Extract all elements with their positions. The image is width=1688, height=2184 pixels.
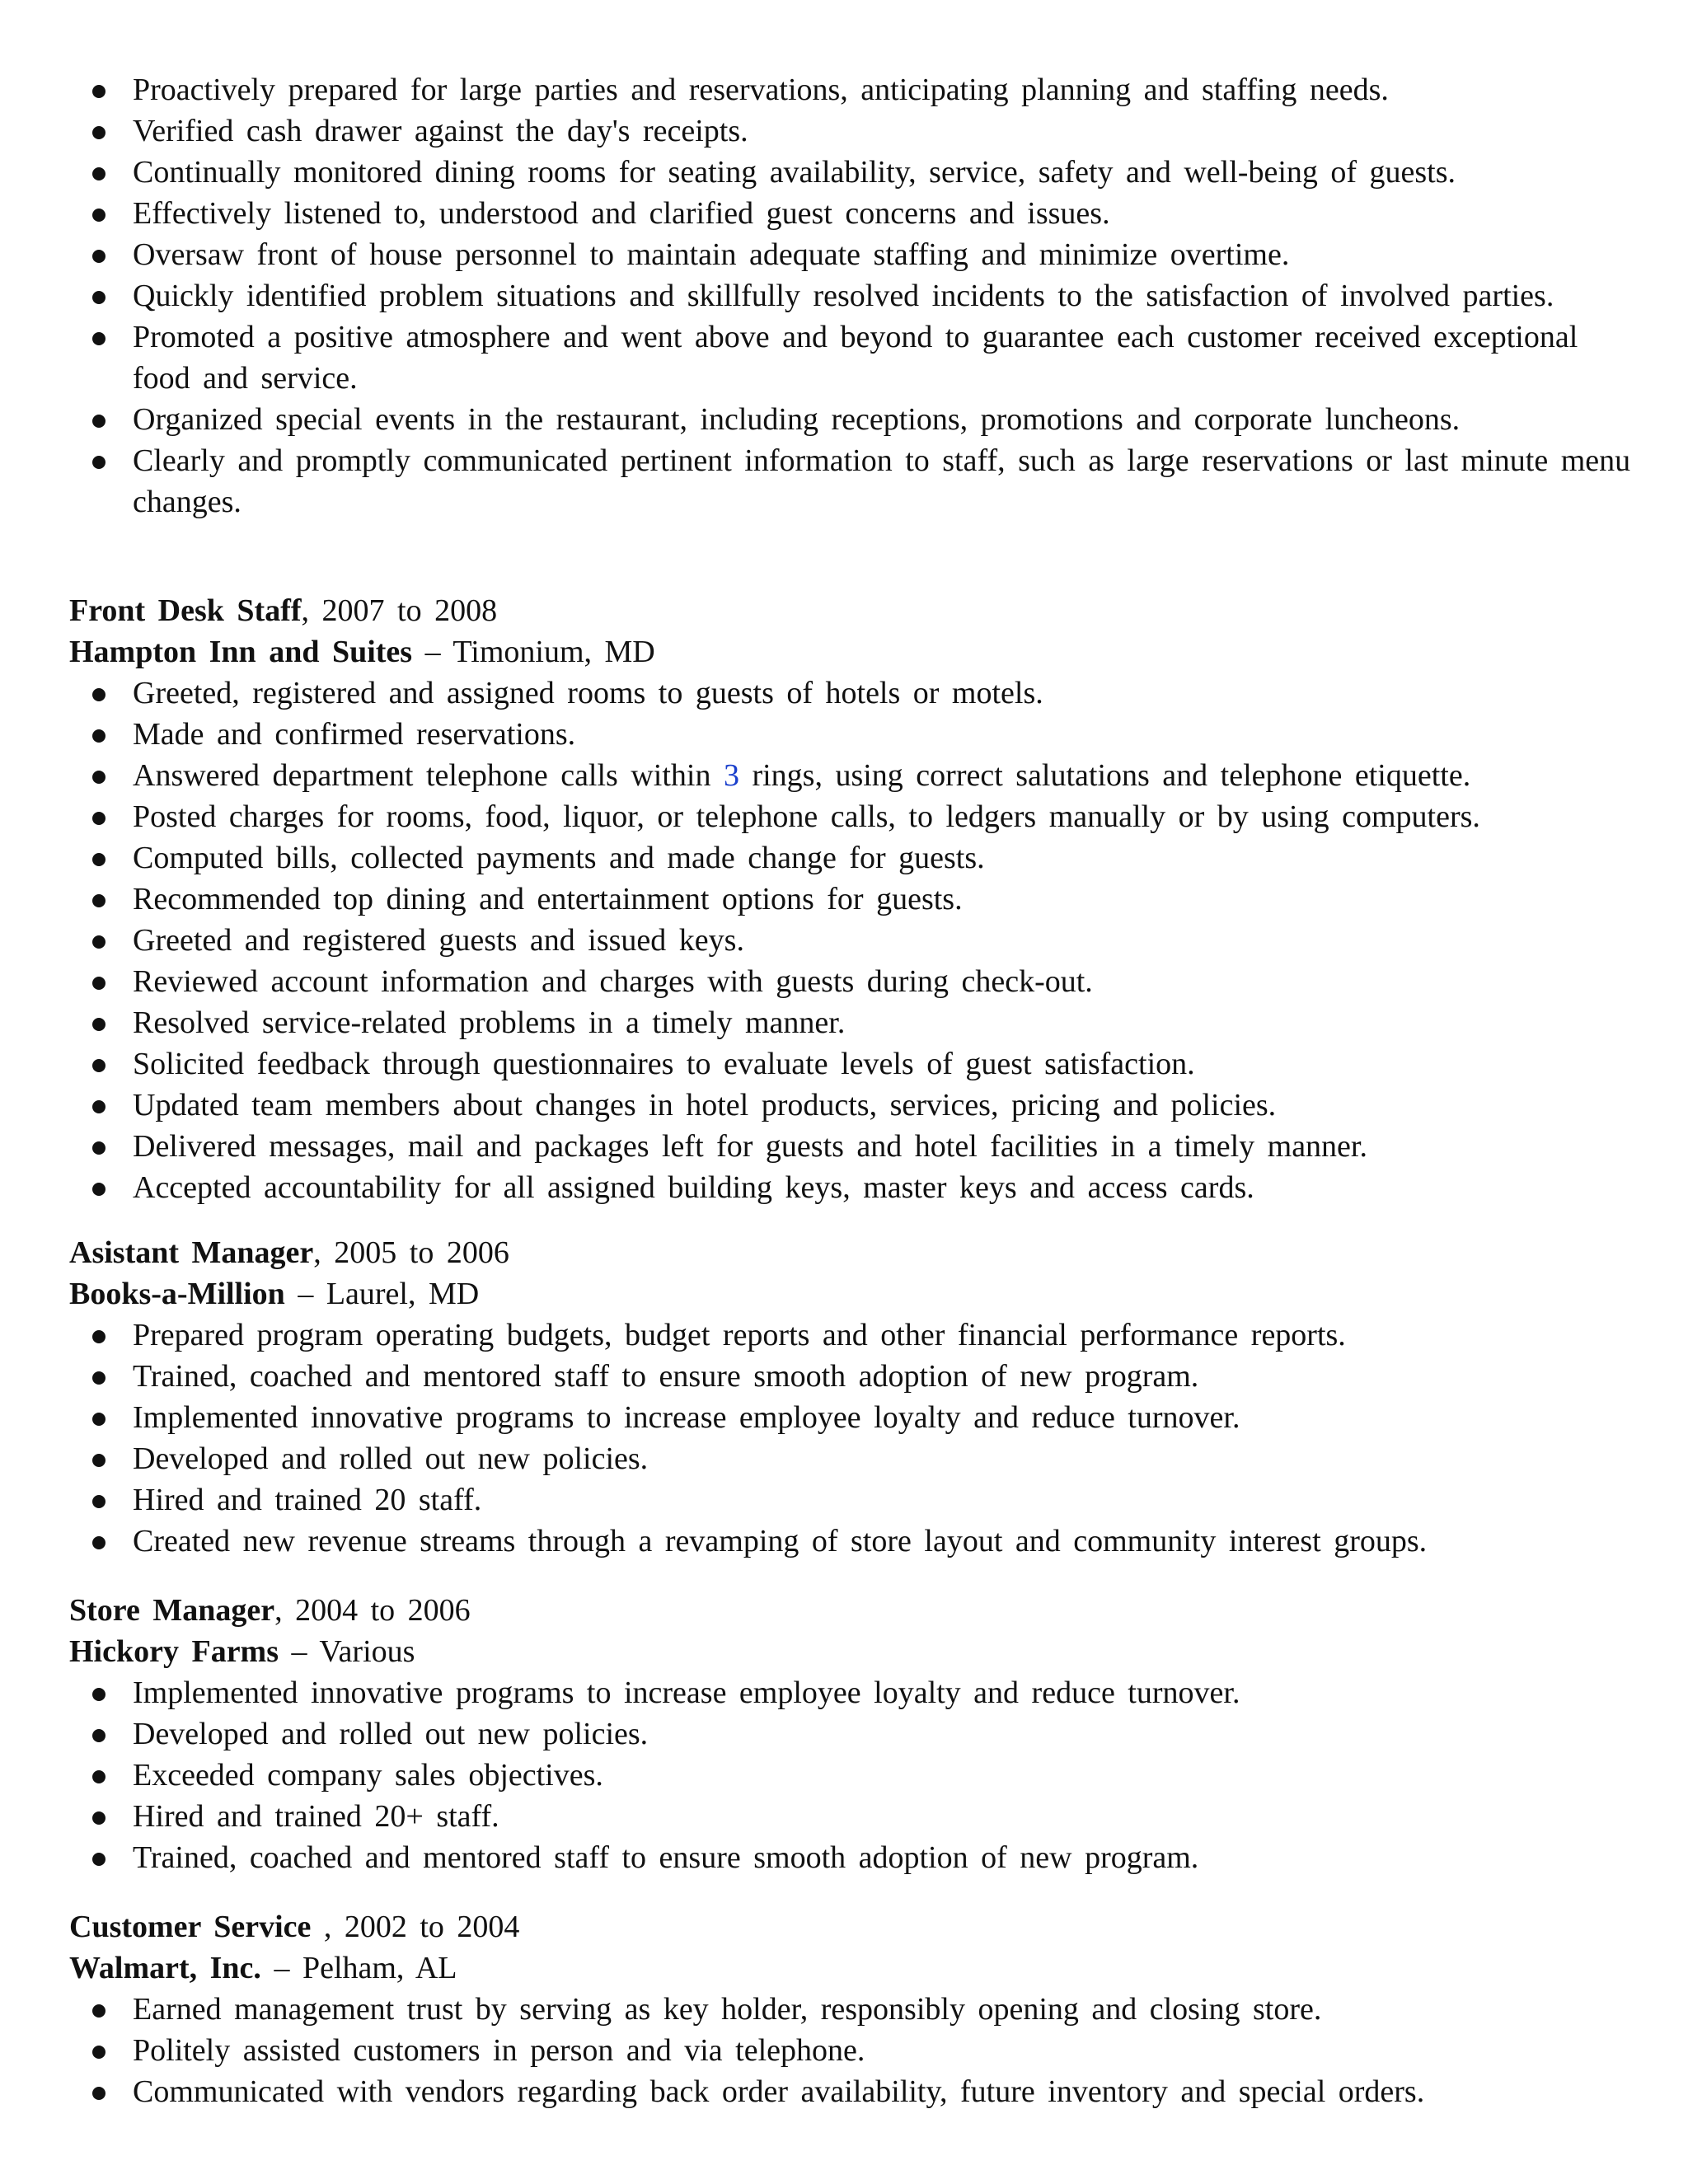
list-item [69,714,1635,755]
company-line [69,1631,1635,1672]
job-dates: , 2002 to 2004 [311,1910,520,1944]
job-section-asistant-manager [69,1232,1635,1562]
bullet-icon [92,729,106,743]
bullet-text: Solicited feedback through questionnaires to evaluate levels of guest satisfaction. [133,1047,1195,1081]
bullet-text: Quickly identified problem situations and skillfully resolved incidents to the satisfaction of involved parties. [133,279,1554,313]
bullet-text: Trained, coached and mentored staff to ensure smooth adoption of new program. [133,1359,1199,1394]
list-item [69,1837,1635,1878]
bullet-icon [92,209,106,222]
list-item [69,1126,1635,1167]
bullet-icon [92,1770,106,1783]
job-section-front-desk-staff [69,590,1635,1208]
bullet-icon [92,1688,106,1701]
bullet-icon [92,126,106,139]
bullet-icon [92,688,106,701]
job-title: Asistant Manager [69,1235,314,1270]
bullet-icon [92,1536,106,1549]
bullet-icon [92,1183,106,1196]
company-location: – Pelham, AL [260,1951,457,1985]
bullet-text: Resolved service-related problems in a timely manner. [133,1005,846,1040]
bullet-icon [92,1413,106,1426]
job-heading [69,1590,1635,1631]
bullet-text: Continually monitored dining rooms for seating availability, service, safety and well-being of guests. [133,155,1456,190]
job-bullet-list [69,1989,1635,2112]
list-item [69,69,1635,110]
bullet-icon [92,1454,106,1467]
bullet-icon [92,812,106,825]
job-dates: , 2004 to 2006 [274,1593,471,1628]
company-location: – Laurel, MD [284,1277,480,1311]
bullet-text: Hired and trained 20 staff. [133,1483,482,1517]
bullet-icon [92,1729,106,1742]
company-name: Walmart, Inc. [69,1951,261,1985]
bullet-text: Answered department telephone calls within 3 rings, using correct salutations and telephone etiquette. [133,758,1471,793]
job-bullet-list [69,1315,1635,1562]
bullet-text: Politely assisted customers in person and via telephone. [133,2033,865,2068]
bullet-icon [92,1330,106,1343]
bullet-text: Delivered messages, mail and packages left for guests and hotel facilities in a timely manner. [133,1129,1367,1164]
bullet-icon [92,2046,106,2059]
list-item [69,1672,1635,1713]
bullet-icon [92,1495,106,1508]
job-bullet-list [69,673,1635,1208]
list-item [69,1479,1635,1521]
bullet-text: Greeted, registered and assigned rooms to guests of hotels or motels. [133,676,1043,710]
company-name: Hickory Farms [69,1634,279,1669]
list-item [69,1085,1635,1126]
bullet-text: Implemented innovative programs to increase employee loyalty and reduce turnover. [133,1400,1240,1435]
bullet-text: Created new revenue streams through a revamping of store layout and community interest groups. [133,1524,1428,1558]
job-bullet-list [69,1672,1635,1878]
bullet-text: Exceeded company sales objectives. [133,1758,603,1793]
list-item [69,796,1635,837]
bullet-icon [92,1100,106,1113]
bullet-icon [92,853,106,866]
bullet-icon [92,1371,106,1385]
intro-bullet-list [69,69,1635,523]
bullet-icon [92,1018,106,1031]
bullet-icon [92,1059,106,1072]
bullet-text: Developed and rolled out new policies. [133,1717,649,1751]
bullet-text: Clearly and promptly communicated pertinent information to staff, such as large reservations or last minute menu changes. [133,443,1631,519]
list-item [69,837,1635,879]
bullet-icon [92,2087,106,2100]
list-item [69,1796,1635,1837]
bullet-text: Computed bills, collected payments and made change for guests. [133,841,985,875]
list-item [69,1989,1635,2030]
bullet-text: Organized special events in the restaurant, including receptions, promotions and corporate luncheons. [133,402,1461,437]
list-item [69,440,1635,523]
bullet-text: Made and confirmed reservations. [133,717,576,752]
bullet-text: Hired and trained 20+ staff. [133,1799,499,1834]
bullet-icon [92,332,106,345]
bullet-text: Accepted accountability for all assigned building keys, master keys and access cards. [133,1170,1254,1205]
list-item [69,1315,1635,1356]
bullet-icon [92,85,106,98]
bullet-text: Reviewed account information and charges with guests during check-out. [133,964,1093,999]
bullet-text: Posted charges for rooms, food, liquor, or telephone calls, to ledgers manually or by using computers. [133,799,1480,834]
bullet-text: Updated team members about changes in hotel products, services, pricing and policies. [133,1088,1277,1122]
company-line [69,1273,1635,1315]
list-item [69,1755,1635,1796]
job-title: Front Desk Staff [69,593,302,628]
list-item [69,193,1635,234]
company-location: – Various [279,1634,415,1669]
bullet-text: Developed and rolled out new policies. [133,1441,649,1476]
list-item [69,1167,1635,1208]
bullet-text: Verified cash drawer against the day's receipts. [133,114,748,148]
list-item [69,1397,1635,1438]
list-item [69,1356,1635,1397]
bullet-text: Prepared program operating budgets, budget reports and other financial performance reports. [133,1318,1346,1352]
bullet-icon [92,456,106,469]
job-heading [69,590,1635,631]
job-title: Store Manager [69,1593,275,1628]
list-item [69,961,1635,1002]
company-location: – Timonium, MD [412,635,655,669]
list-item [69,755,1635,796]
bullet-icon [92,935,106,949]
bullet-icon [92,250,106,263]
job-section-store-manager [69,1590,1635,1878]
job-dates: , 2007 to 2008 [301,593,498,628]
list-item [69,275,1635,316]
list-item [69,152,1635,193]
bullet-text: Oversaw front of house personnel to maintain adequate staffing and minimize overtime. [133,237,1290,272]
bullet-icon [92,2004,106,2018]
bullet-icon [92,1811,106,1825]
list-item [69,920,1635,961]
bullet-icon [92,291,106,304]
list-item [69,2030,1635,2071]
bullet-icon [92,771,106,784]
bullet-text: Implemented innovative programs to increase employee loyalty and reduce turnover. [133,1675,1240,1710]
bullet-icon [92,977,106,990]
job-title: Customer Service [69,1910,312,1944]
bullet-text: Recommended top dining and entertainment options for guests. [133,882,963,916]
bullet-icon [92,894,106,907]
list-item [69,2071,1635,2112]
bullet-text: Effectively listened to, understood and clarified guest concerns and issues. [133,196,1110,231]
list-item [69,673,1635,714]
list-item [69,879,1635,920]
highlighted-number: 3 [723,758,739,793]
list-item [69,399,1635,440]
company-name: Books-a-Million [69,1277,285,1311]
list-item [69,1002,1635,1043]
list-item [69,1521,1635,1562]
list-item [69,1713,1635,1755]
company-line [69,1947,1635,1989]
list-item [69,234,1635,275]
list-item [69,316,1635,399]
company-line [69,631,1635,673]
bullet-text: Greeted and registered guests and issued keys. [133,923,744,958]
bullet-text: Earned management trust by serving as key holder, responsibly opening and closing store. [133,1992,1322,2027]
list-item [69,110,1635,152]
company-name: Hampton Inn and Suites [69,635,413,669]
bullet-icon [92,167,106,180]
job-section-customer-service [69,1906,1635,2112]
bullet-text: Promoted a positive atmosphere and went above and beyond to guarantee each customer received exceptional food and service. [133,320,1578,396]
bullet-icon [92,1141,106,1155]
job-heading [69,1906,1635,1947]
bullet-icon [92,1853,106,1866]
list-item [69,1043,1635,1085]
job-dates: , 2005 to 2006 [313,1235,509,1270]
bullet-icon [92,415,106,428]
list-item [69,1438,1635,1479]
bullet-text: Proactively prepared for large parties and reservations, anticipating planning and staffing needs. [133,73,1389,107]
bullet-text: Communicated with vendors regarding back order availability, future inventory and special orders. [133,2074,1425,2109]
bullet-text: Trained, coached and mentored staff to ensure smooth adoption of new program. [133,1840,1199,1875]
job-heading [69,1232,1635,1273]
